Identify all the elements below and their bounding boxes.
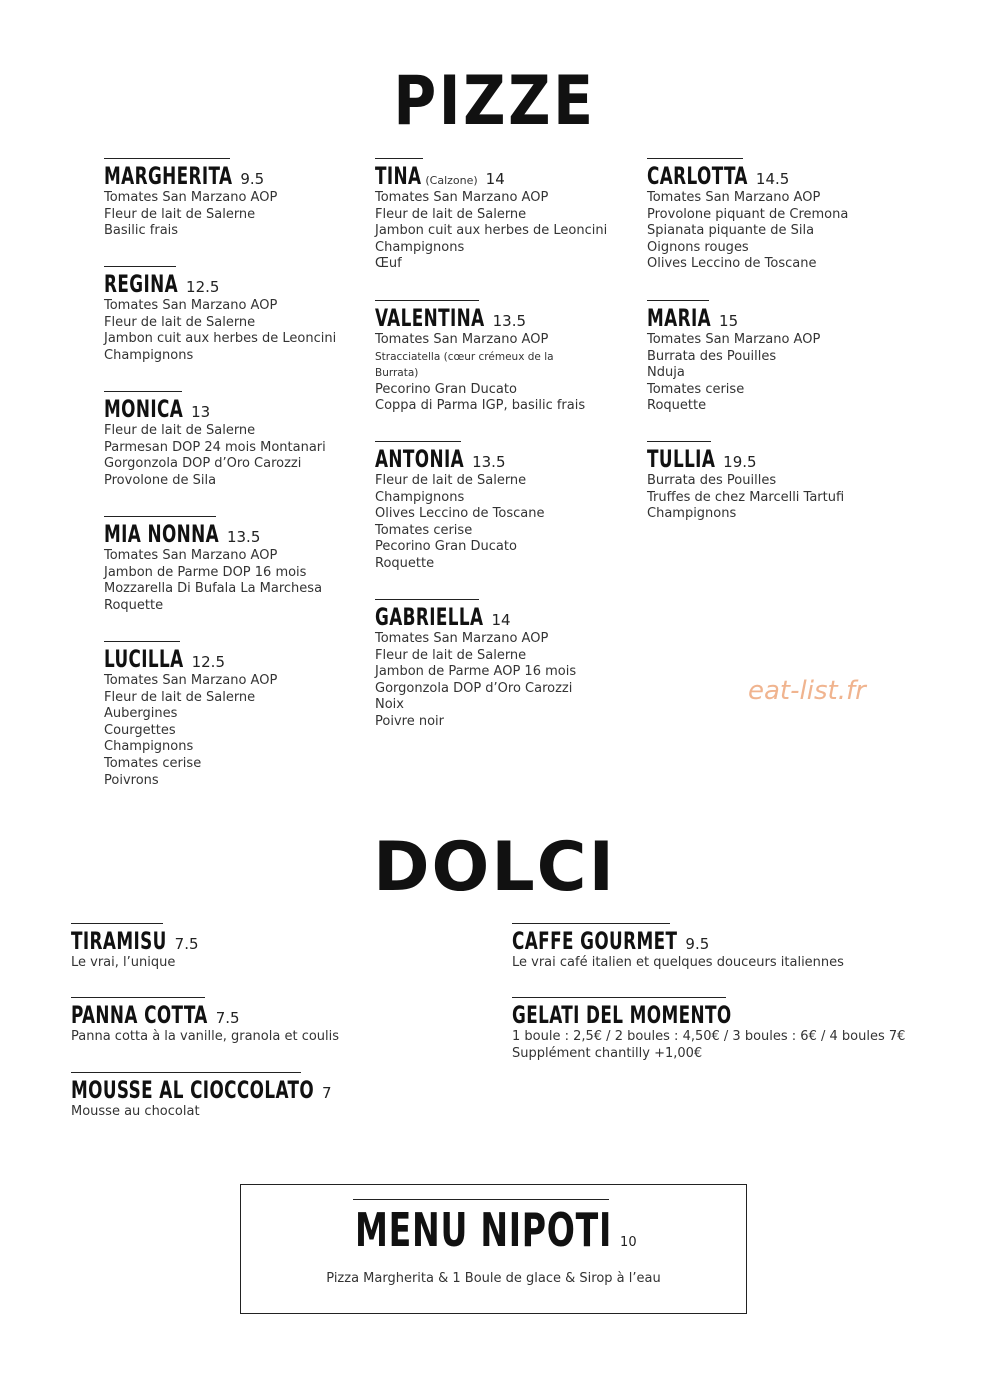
pizze-item-tullia (647, 441, 844, 523)
item-ingredients (647, 332, 820, 415)
ingredient-line: Tomates San Marzano AOP (104, 673, 278, 688)
item-ingredients (104, 548, 322, 614)
pizze-item-mia-nonna (104, 516, 322, 614)
ingredient-line: Tomates cerise (375, 522, 473, 538)
pizze-item-valentina (375, 300, 585, 415)
ingredient-line: Jambon cuit aux herbes de Leoncini (375, 223, 608, 239)
item-name: MONICA (104, 395, 184, 423)
item-ingredients (71, 1104, 332, 1121)
ingredient-line: Parmesan DOP 24 mois Montanari (104, 439, 326, 455)
item-name: TINA (375, 162, 422, 190)
pizze-item-carlotta (647, 158, 848, 273)
ingredient-line: Champignons (104, 347, 194, 363)
ingredient-line: Tomates cerise (104, 755, 202, 771)
item-ingredients (375, 190, 607, 273)
item-meta (178, 278, 219, 296)
item-note: (Calzone) (425, 174, 478, 187)
ingredient-line: Champignons (375, 489, 465, 505)
ingredient-line: Aubergines (104, 706, 178, 722)
item-heading (71, 927, 199, 955)
item-price: 9.5 (240, 170, 265, 188)
item-name: TIRAMISU (71, 927, 167, 955)
item-price: 12.5 (186, 278, 220, 296)
ingredient-line: Jambon de Parme DOP 16 mois (104, 564, 307, 580)
ingredient-line: Pecorino Gran Ducato (375, 381, 517, 397)
ingredient-line: Olives Leccino de Toscane (647, 256, 817, 272)
item-name: GELATI DEL MOMENTO (512, 1001, 732, 1029)
item-price: 13 (191, 403, 211, 421)
ingredient-line: Truffes de chez Marcelli Tartufi (647, 489, 845, 505)
menu-nipoti-rule (353, 1199, 609, 1200)
item-divider (375, 441, 461, 442)
item-meta (711, 312, 738, 330)
item-divider (647, 441, 711, 442)
item-name: GABRIELLA (375, 603, 484, 631)
menu-nipoti-price: 10 (620, 1235, 637, 1250)
ingredient-line: Basilic frais (104, 223, 179, 239)
item-ingredients (512, 955, 844, 972)
item-price: 14 (491, 611, 511, 629)
dolci-item-mousse-al-cioccolato (71, 1072, 332, 1121)
ingredient-line: Courgettes (104, 722, 176, 738)
menu-nipoti-name: MENU NIPOTI (355, 1203, 613, 1257)
item-ingredients (104, 298, 336, 364)
ingredient-line: Burrata des Pouilles (647, 473, 777, 488)
dolci-item-panna-cotta (71, 997, 339, 1046)
item-meta (483, 611, 510, 629)
item-divider (647, 300, 709, 301)
ingredient-line: Gorgonzola DOP d’Oro Carozzi (104, 456, 302, 472)
item-meta (219, 528, 260, 546)
item-price: 12.5 (191, 653, 225, 671)
item-meta (464, 453, 505, 471)
item-heading (375, 304, 585, 332)
item-ingredients (71, 955, 199, 972)
item-price: 15 (719, 312, 739, 330)
item-name: MARIA (647, 304, 712, 332)
item-heading (104, 162, 277, 190)
pizze-item-tina (375, 158, 607, 273)
item-divider (71, 997, 205, 998)
ingredient-line: Champignons (647, 506, 737, 522)
item-divider (512, 997, 726, 998)
item-price: 14.5 (755, 170, 790, 188)
item-ingredients (375, 631, 576, 731)
ingredient-line: Fleur de lait de Salerne (104, 314, 256, 330)
item-divider (71, 923, 163, 924)
item-divider (71, 1072, 301, 1073)
ingredient-line: Tomates San Marzano AOP (647, 332, 821, 347)
ingredient-line: Noix (375, 697, 404, 713)
item-price: 14 (485, 170, 505, 188)
ingredient-line: Fleur de lait de Salerne (104, 423, 256, 438)
ingredient-line: Provolone de Sila (104, 472, 217, 488)
watermark-text: eat-list.fr (748, 676, 866, 706)
item-price: 7 (321, 1084, 332, 1102)
dolci-item-tiramisu (71, 923, 199, 972)
ingredient-line: Mousse au chocolat (71, 1104, 200, 1119)
item-name: LUCILLA (104, 645, 184, 673)
item-heading (647, 304, 820, 332)
item-divider (375, 158, 423, 159)
menu-nipoti-heading (355, 1203, 637, 1257)
item-divider (512, 923, 670, 924)
ingredient-line: Tomates San Marzano AOP (375, 631, 549, 646)
item-divider (104, 516, 216, 517)
item-name: CARLOTTA (647, 162, 748, 190)
item-divider (647, 158, 743, 159)
dolci-item-gelati-del-momento (512, 997, 905, 1062)
ingredient-line: Supplément chantilly +1,00€ (512, 1045, 703, 1061)
pizze-section-title: PIZZE (393, 62, 596, 141)
ingredient-line: Roquette (647, 398, 707, 414)
item-name: MIA NONNA (104, 520, 220, 548)
item-heading (647, 445, 844, 473)
ingredient-line: Le vrai, l’unique (71, 955, 176, 970)
item-divider (104, 266, 176, 267)
item-name: MOUSSE AL CIOCCOLATO (71, 1076, 315, 1104)
pizze-item-lucilla (104, 641, 277, 789)
item-price: 19.5 (723, 453, 757, 471)
item-price: 13.5 (226, 528, 261, 546)
item-price: 9.5 (685, 935, 710, 953)
item-heading (104, 270, 336, 298)
ingredient-line: Mozzarella Di Bufala La Marchesa (104, 581, 323, 597)
ingredient-line: Poivrons (104, 772, 159, 788)
ingredient-line: Stracciatella (cœur crémeux de la (375, 350, 554, 363)
item-ingredients (104, 423, 326, 489)
item-price: 13.5 (492, 312, 527, 330)
pizze-item-maria (647, 300, 820, 415)
ingredient-line: Pecorino Gran Ducato (375, 539, 517, 555)
ingredient-line: Œuf (375, 256, 402, 272)
menu-nipoti-box (240, 1184, 747, 1314)
ingredient-line: Poivre noir (375, 713, 444, 729)
item-heading (375, 603, 576, 631)
ingredient-line: Jambon de Parme AOP 16 mois (375, 664, 577, 680)
ingredient-line: Olives Leccino de Toscane (375, 506, 545, 522)
item-meta (677, 935, 709, 953)
ingredient-line: Oignons rouges (647, 239, 749, 255)
item-name: REGINA (104, 270, 179, 298)
ingredient-line: Panna cotta à la vanille, granola et coulis (71, 1029, 340, 1044)
item-meta (167, 935, 199, 953)
item-divider (104, 391, 182, 392)
ingredient-line: Roquette (104, 597, 164, 613)
ingredient-line: Tomates San Marzano AOP (647, 190, 821, 205)
ingredient-line: Coppa di Parma IGP, basilic frais (375, 398, 586, 414)
item-price: 7.5 (215, 1009, 240, 1027)
ingredient-line: Provolone piquant de Cremona (647, 206, 849, 222)
ingredient-line: Tomates cerise (647, 381, 745, 397)
ingredient-line: Nduja (647, 365, 685, 381)
pizze-item-margherita (104, 158, 277, 240)
ingredient-line: Fleur de lait de Salerne (375, 206, 527, 222)
ingredient-line: Le vrai café italien et quelques douceurs italiennes (512, 955, 844, 970)
item-divider (375, 599, 479, 600)
ingredient-line: Fleur de lait de Salerne (375, 647, 527, 663)
item-heading (375, 162, 607, 190)
item-heading (104, 520, 322, 548)
item-heading (71, 1076, 332, 1104)
item-meta (421, 170, 504, 188)
item-ingredients (647, 473, 844, 523)
item-name: PANNA COTTA (71, 1001, 208, 1029)
item-meta (232, 170, 264, 188)
pizze-item-antonia (375, 441, 545, 573)
item-name: ANTONIA (375, 445, 465, 473)
item-name: CAFFE GOURMET (512, 927, 678, 955)
item-heading (71, 1001, 339, 1029)
dolci-section-title: DOLCI (373, 828, 616, 907)
dolci-item-caffe-gourmet (512, 923, 844, 972)
pizze-item-regina (104, 266, 336, 364)
pizze-item-gabriella (375, 599, 576, 731)
item-ingredients (71, 1029, 339, 1046)
item-heading (375, 445, 545, 473)
item-meta (715, 453, 756, 471)
item-ingredients (104, 190, 277, 240)
item-heading (104, 395, 326, 423)
pizze-item-monica (104, 391, 326, 489)
item-ingredients (104, 673, 277, 789)
item-heading (104, 645, 277, 673)
ingredient-line: Champignons (104, 739, 194, 755)
item-price: 7.5 (174, 935, 199, 953)
item-ingredients (375, 332, 585, 415)
item-meta (748, 170, 789, 188)
ingredient-line: Roquette (375, 555, 435, 571)
item-divider (104, 158, 230, 159)
item-heading (512, 1001, 905, 1029)
item-meta (314, 1084, 332, 1102)
ingredient-line: Tomates San Marzano AOP (104, 548, 278, 563)
item-meta (184, 653, 225, 671)
item-meta (183, 403, 210, 421)
ingredient-line: Fleur de lait de Salerne (375, 473, 527, 488)
ingredient-line: Tomates San Marzano AOP (104, 298, 278, 313)
item-name: VALENTINA (375, 304, 485, 332)
ingredient-line: Champignons (375, 239, 465, 255)
item-ingredients (647, 190, 848, 273)
item-price: 13.5 (472, 453, 506, 471)
item-name: MARGHERITA (104, 162, 233, 190)
item-divider (104, 641, 180, 642)
menu-nipoti-description: Pizza Margherita & 1 Boule de glace & Sirop à l’eau (326, 1271, 661, 1286)
ingredient-line: Burrata des Pouilles (647, 348, 777, 364)
item-meta (485, 312, 526, 330)
item-ingredients (512, 1029, 905, 1062)
item-meta (208, 1009, 240, 1027)
ingredient-line: Gorgonzola DOP d’Oro Carozzi (375, 680, 573, 696)
ingredient-line: Burrata) (375, 367, 419, 380)
item-divider (375, 300, 479, 301)
item-name: TULLIA (647, 445, 716, 473)
ingredient-line: Fleur de lait de Salerne (104, 689, 256, 705)
item-heading (647, 162, 848, 190)
ingredient-line: Jambon cuit aux herbes de Leoncini (104, 331, 337, 347)
ingredient-line: 1 boule : 2,5€ / 2 boules : 4,50€ / 3 boules : 6€ / 4 boules 7€ (512, 1029, 906, 1044)
ingredient-line: Fleur de lait de Salerne (104, 206, 256, 222)
ingredient-line: Tomates San Marzano AOP (375, 190, 549, 205)
item-ingredients (375, 473, 545, 573)
ingredient-line: Tomates San Marzano AOP (375, 332, 549, 347)
ingredient-line: Spianata piquante de Sila (647, 223, 815, 239)
ingredient-line: Tomates San Marzano AOP (104, 190, 278, 205)
item-heading (512, 927, 844, 955)
